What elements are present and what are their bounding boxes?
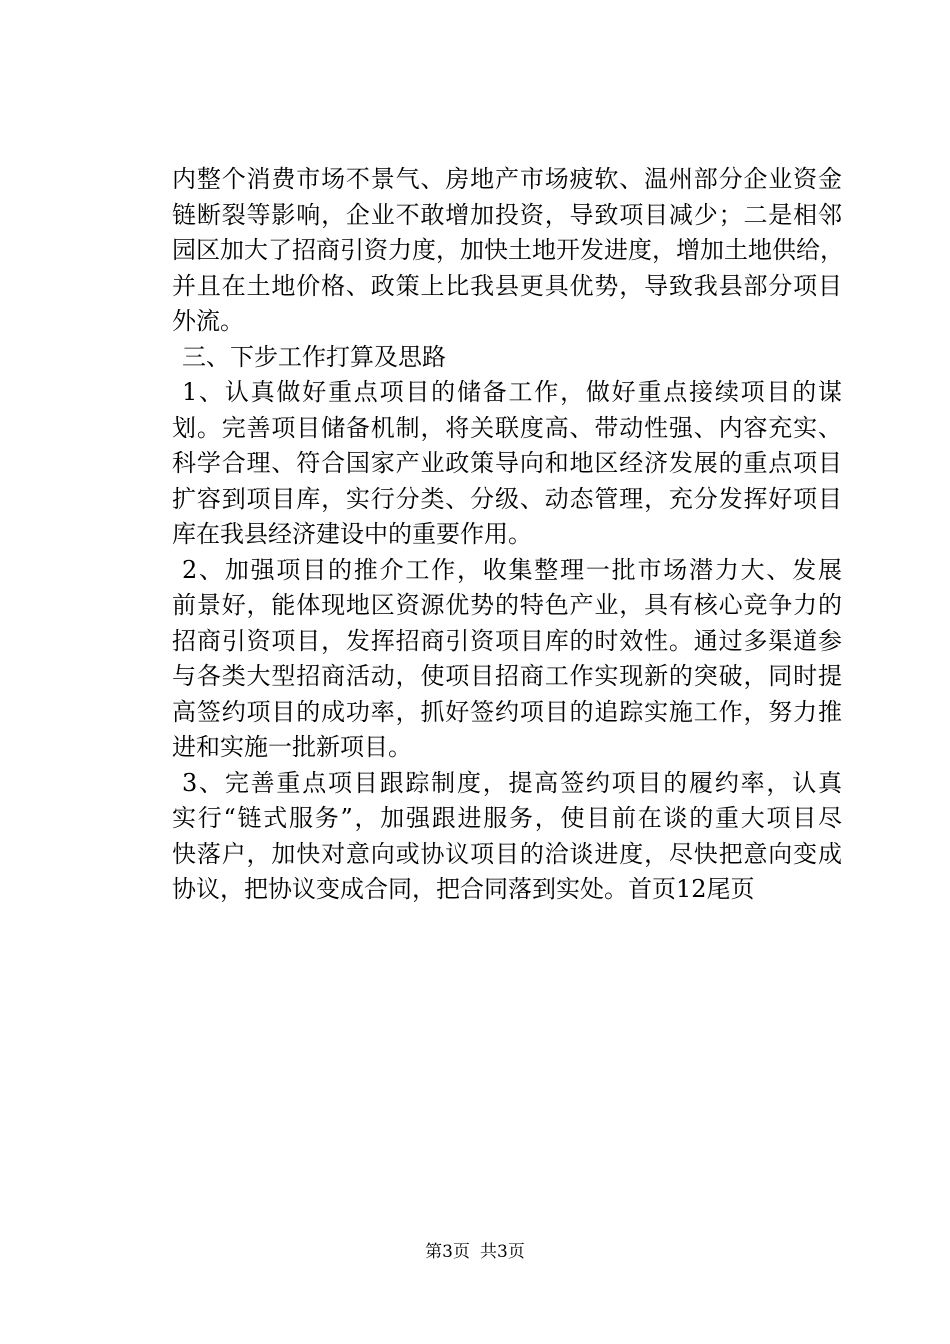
text-line: 快落户，加快对意向或协议项目的洽谈进度，尽快把意向变成 bbox=[172, 839, 842, 868]
text-line: 实行“链式服务”，加强跟进服务，使目前在谈的重大项目尽 bbox=[172, 804, 842, 832]
text-line: 2、加强项目的推介工作，收集整理一批市场潜力大、发展 bbox=[182, 555, 842, 584]
text-line: 1、认真做好重点项目的储备工作，做好重点接续项目的谋 bbox=[182, 378, 842, 406]
text-line: 与各类大型招商活动，使项目招商工作实现新的突破，同时提 bbox=[172, 662, 842, 690]
text-line: 外流。 bbox=[172, 307, 244, 335]
document-body bbox=[172, 162, 842, 908]
text-line: 扩容到项目库，实行分类、分级、动态管理，充分发挥好项目 bbox=[172, 484, 842, 513]
section-heading: 三、下步工作打算及思路 bbox=[182, 342, 446, 371]
page-number: 第3页 bbox=[425, 1242, 470, 1262]
text-line: 进和实施一批新项目。 bbox=[172, 733, 412, 761]
text-line: 内整个消费市场不景气、房地产市场疲软、温州部分企业资金 bbox=[172, 165, 842, 193]
text-line: 高签约项目的成功率，抓好签约项目的追踪实施工作，努力推 bbox=[172, 697, 842, 726]
text-line: 划。完善项目储备机制，将关联度高、带动性强、内容充实、 bbox=[172, 413, 842, 442]
text-line: 库在我县经济建设中的重要作用。 bbox=[172, 520, 532, 548]
text-line: 协议，把协议变成合同，把合同落到实处。首页12尾页 bbox=[172, 875, 755, 903]
text-line: 并且在土地价格、政策上比我县更具优势，导致我县部分项目 bbox=[172, 271, 842, 300]
text-line: 前景好，能体现地区资源优势的特色产业，具有核心竞争力的 bbox=[172, 591, 842, 619]
page-total: 共3页 bbox=[480, 1242, 525, 1262]
page-footer bbox=[0, 1240, 950, 1264]
text-line: 科学合理、符合国家产业政策导向和地区经济发展的重点项目 bbox=[172, 449, 842, 477]
text-line: 3、完善重点项目跟踪制度，提高签约项目的履约率，认真 bbox=[182, 768, 842, 797]
text-line: 招商引资项目，发挥招商引资项目库的时效性。通过多渠道参 bbox=[172, 626, 842, 655]
text-line: 链断裂等影响，企业不敢增加投资，导致项目减少；二是相邻 bbox=[172, 200, 842, 229]
text-line: 园区加大了招商引资力度，加快土地开发进度，增加土地供给， bbox=[172, 236, 844, 264]
